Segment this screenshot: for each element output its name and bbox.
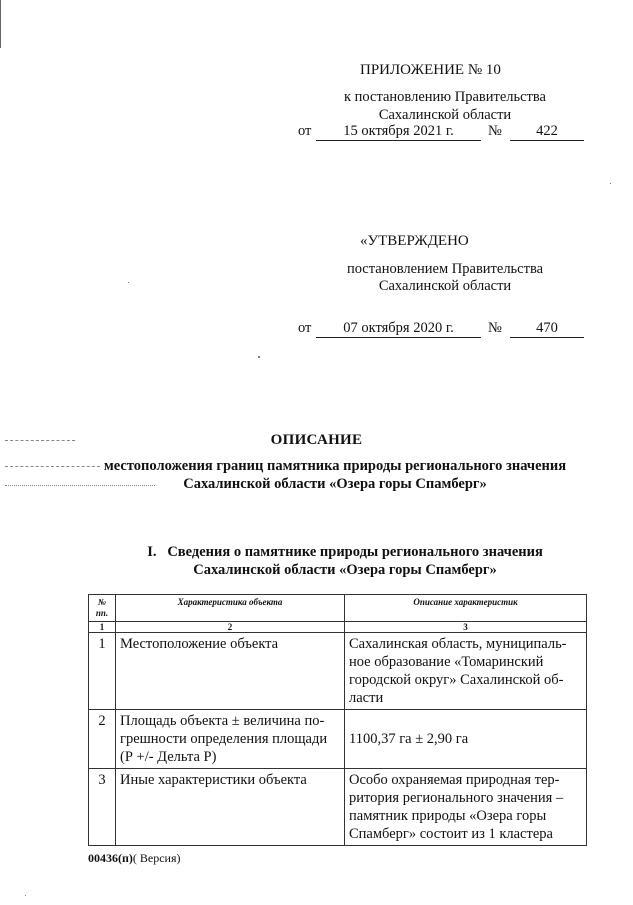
appendix-number: 422 [510, 123, 584, 141]
row-characteristic: Иные характеристики объекта [116, 769, 345, 846]
appendix-date: 15 октября 2021 г. [316, 123, 481, 141]
footer-document-code [88, 851, 181, 866]
appendix-line-2: Сахалинской области [378, 107, 512, 123]
column-number: 2 [116, 622, 345, 633]
row-number: 2 [89, 710, 116, 769]
table-row [89, 710, 587, 769]
approved-from-label: от [298, 320, 312, 336]
characteristics-table [88, 594, 587, 846]
scan-speck [25, 895, 26, 896]
appendix-title: ПРИЛОЖЕНИЕ № 10 [360, 62, 501, 78]
appendix-reference-line [298, 123, 588, 143]
table-header-characteristic: Характеристика объекта [116, 595, 345, 622]
appendix-number-label: № [488, 123, 502, 139]
footer-code: 00436(п) [88, 851, 133, 865]
scan-edge-line [0, 0, 1, 48]
row-number: 3 [89, 769, 116, 846]
appendix-from-label: от [298, 123, 312, 139]
column-number: 1 [89, 622, 116, 633]
table-column-number-row [89, 622, 587, 633]
scan-speck [610, 183, 611, 184]
column-number: 3 [345, 622, 587, 633]
scan-speck [258, 356, 260, 358]
row-characteristic: Местоположение объекта [116, 633, 345, 710]
row-description: 1100,37 га ± 2,90 га [345, 710, 587, 769]
row-characteristic: Площадь объекта ± величина по-грешности определения площади (Р +/- Дельта Р) [116, 710, 345, 769]
approved-line-1: постановлением Правительства [346, 261, 544, 277]
appendix-line-1: к постановлению Правительства [344, 89, 546, 105]
row-description: Сахалинская область, муниципаль-ное образование «Томаринский городской округ» Сахалинской об-ласти [345, 633, 587, 710]
document-heading: ОПИСАНИЕ [270, 432, 363, 448]
row-number: 1 [89, 633, 116, 710]
table-row [89, 769, 587, 846]
section-heading-line-2: Сахалинской области «Озера горы Спамберг» [193, 562, 497, 578]
footer-version: ( Версия) [132, 851, 181, 865]
approved-number-label: № [488, 320, 502, 336]
table-header-row [89, 595, 587, 622]
approved-date: 07 октября 2020 г. [316, 320, 481, 338]
document-subtitle-line-1: местоположения границ памятника природы регионального значения [103, 458, 567, 474]
approved-reference-line [298, 320, 588, 340]
section-heading-line-1: I. Сведения о памятнике природы регионального значения [147, 544, 543, 560]
approved-number: 470 [510, 320, 584, 338]
approved-title: «УТВЕРЖДЕНО [360, 233, 469, 249]
table-header-number: № пп. [89, 595, 116, 622]
table-header-description: Описание характеристик [345, 595, 587, 622]
table-row [89, 633, 587, 710]
scan-speck [128, 282, 129, 283]
approved-line-2: Сахалинской области [378, 278, 512, 294]
document-subtitle-line-2: Сахалинской области «Озера горы Спамберг» [183, 476, 487, 492]
row-description: Особо охраняемая природная тер-ритория регионального значения – памятник природы «Озера горы Спамберг» состоит из 1 кластера [345, 769, 587, 846]
